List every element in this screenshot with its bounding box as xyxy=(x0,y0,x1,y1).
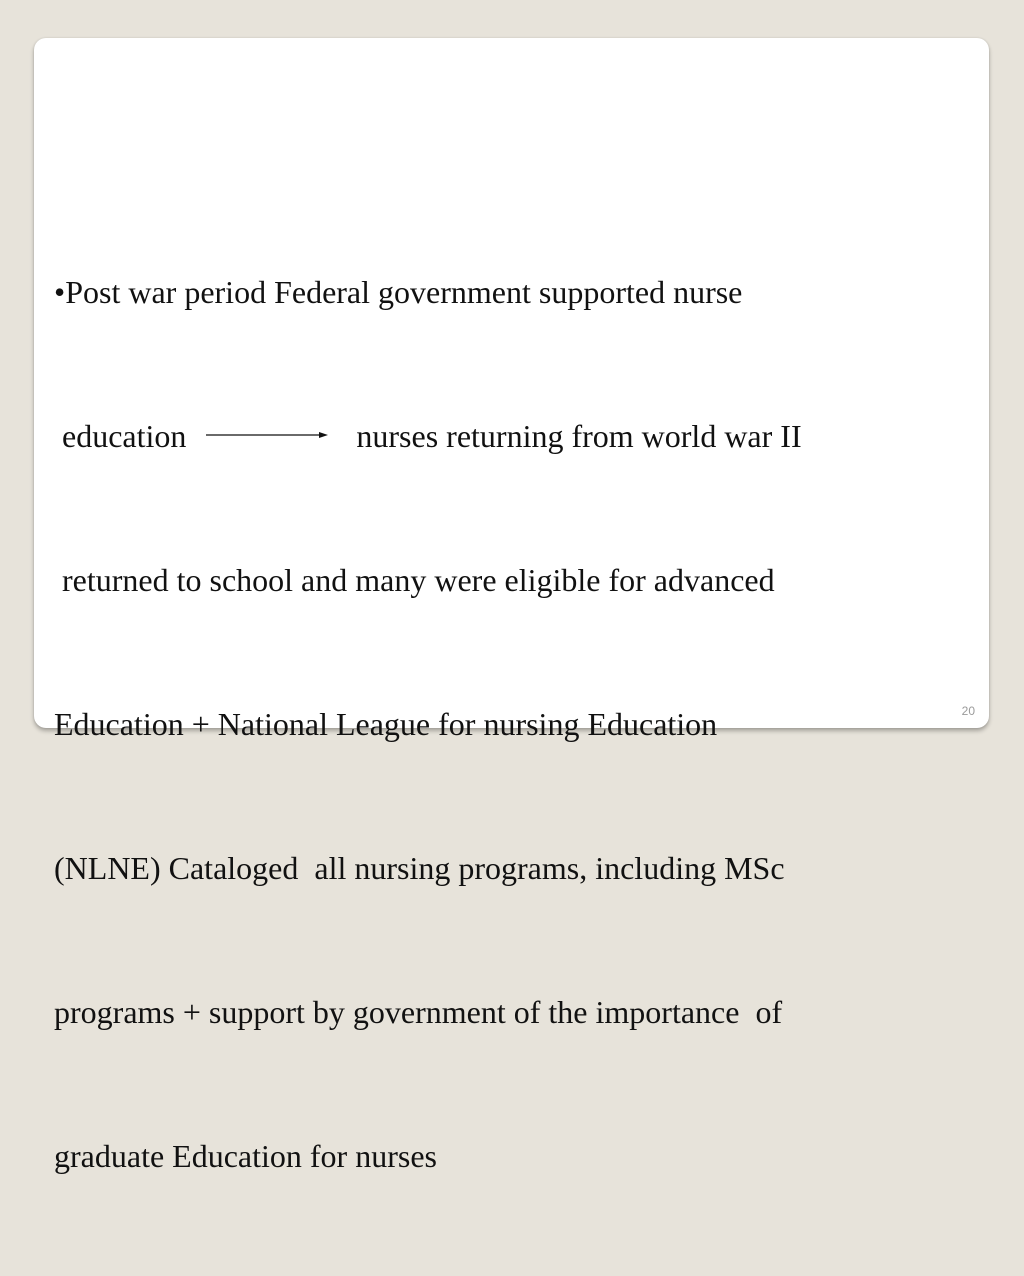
line-2b-text: nurses returning from world war II xyxy=(356,418,802,454)
right-arrow-icon xyxy=(206,412,328,460)
slide-number: 20 xyxy=(961,704,975,718)
text-line-5 xyxy=(54,844,979,892)
line-1-text: Post war period Federal government supported nurse xyxy=(65,274,743,310)
text-line-1 xyxy=(54,268,979,316)
text-line-3 xyxy=(54,556,979,604)
text-line-4 xyxy=(54,700,979,748)
line-5-text: (NLNE) Cataloged all nursing programs, including MSc xyxy=(54,850,785,886)
slide xyxy=(34,38,989,1174)
line-3-text: returned to school and many were eligible for advanced xyxy=(54,562,775,598)
line-7-text: graduate Education for nurses xyxy=(54,1138,437,1174)
slide-body-text xyxy=(54,172,979,1276)
text-line-2 xyxy=(54,412,979,460)
bullet-icon: • xyxy=(54,274,66,310)
text-line-6 xyxy=(54,988,979,1036)
line-4-text: Education + National League for nursing Education xyxy=(54,706,718,742)
line-2a-text: education xyxy=(54,418,187,454)
text-line-7 xyxy=(54,1132,979,1180)
line-6-text: programs + support by government of the importance of xyxy=(54,994,783,1030)
